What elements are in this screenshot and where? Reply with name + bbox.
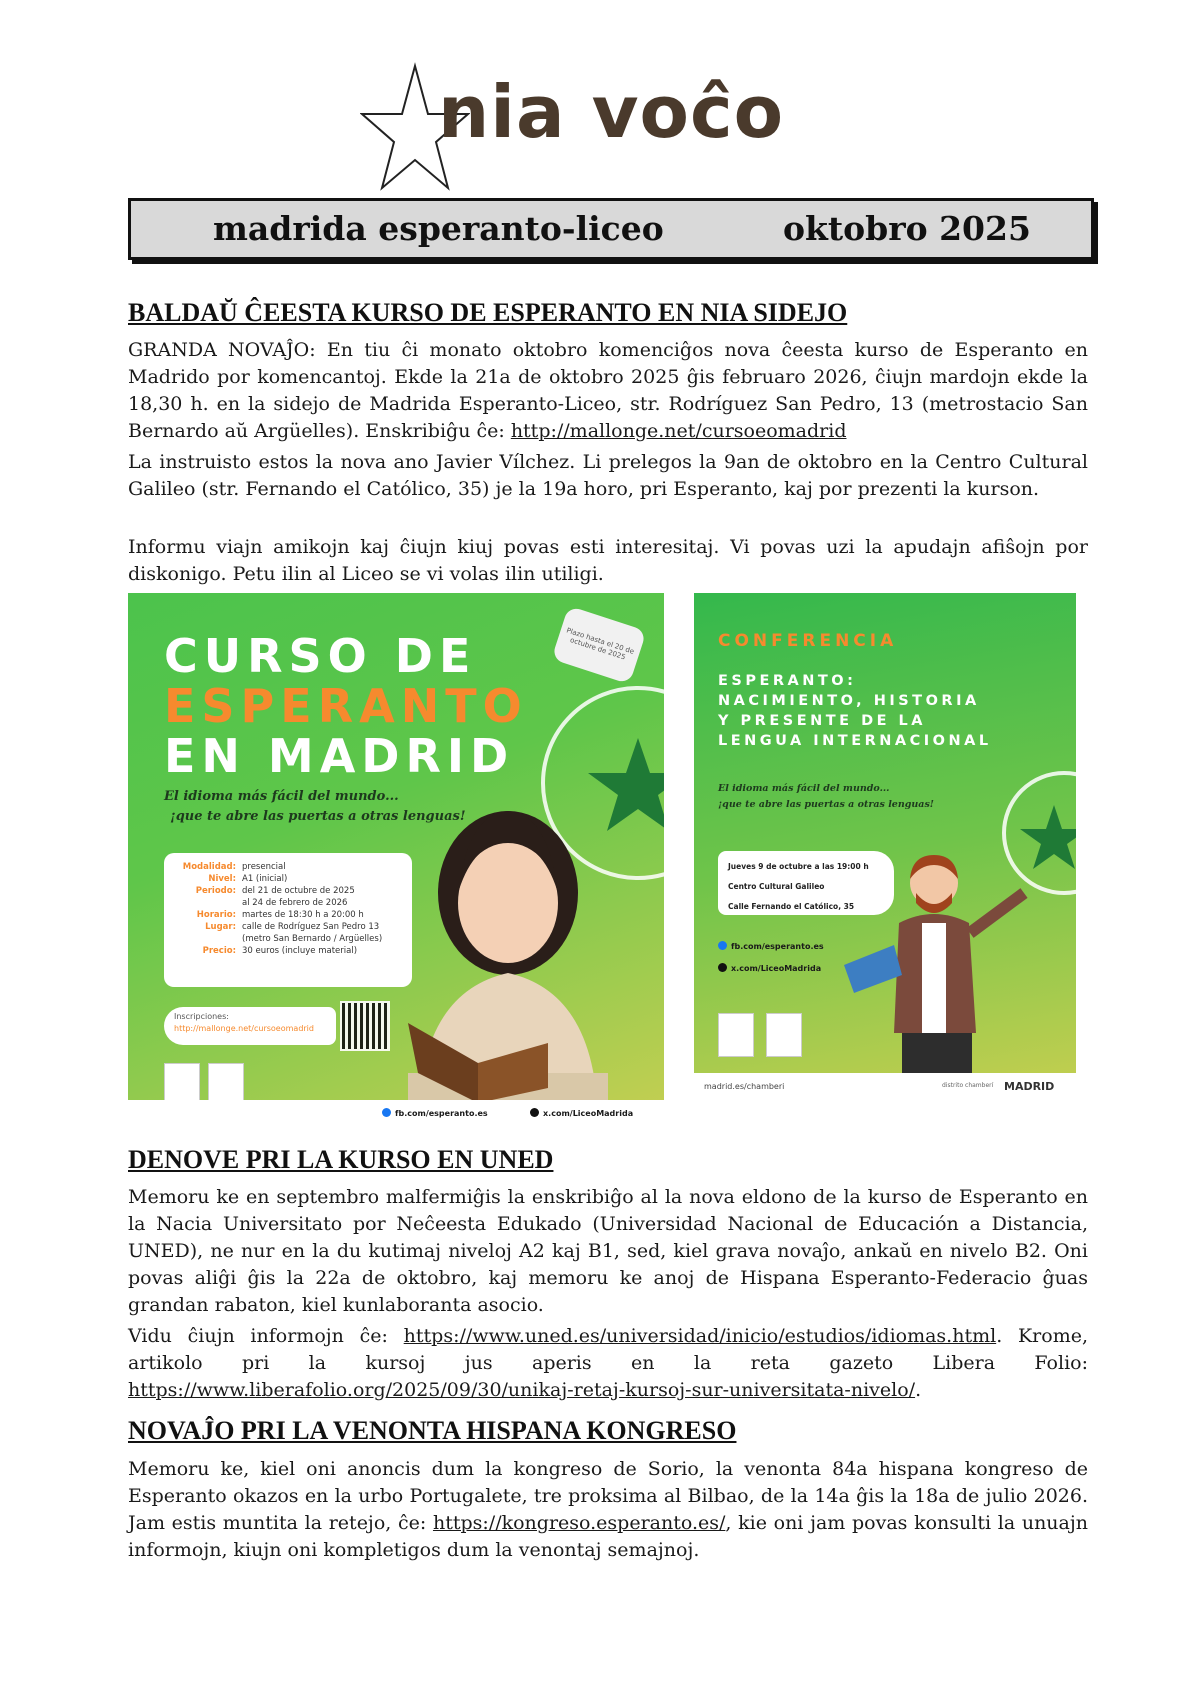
info-value: martes de 18:30 h a 20:00 h [242,910,364,920]
facebook-link [382,1108,488,1118]
kongreso-link[interactable]: https://kongreso.esperanto.es/ [432,1512,726,1534]
inscription-url: http://mallonge.net/cursoeomadrid [174,1024,314,1033]
article2-p2-end: . [915,1379,922,1401]
info-key: Modalidad: [182,862,236,872]
course-poster [128,593,664,1128]
facebook-icon [718,941,727,950]
article1-paragraph2: La instruisto estos la nova ano Javier Vílchez. Li prelegos la 9an de oktobro en la Centro Cultural Galileo (str. Fernando el Católico, 35) je la 19a horo, pri Esperanto, kaj por prezenti la kurson. [128,451,1088,500]
article1-paragraph3: Informu viajn amikojn kaj ĉiujn kiuj povas esti interesitaj. Vi povas uzi la apudajn afiŝojn por diskonigo. Petu ilin al Liceo se vi volas ilin utiligi. [128,536,1088,585]
conference-info-card [718,851,894,915]
info-key [174,897,236,909]
x-icon [718,963,727,972]
issue-date: oktobro 2025 [783,209,1031,248]
info-key: Horario: [196,910,236,920]
info-value: 30 euros (incluye material) [242,946,358,956]
district-label: distrito chamberí [942,1082,994,1089]
deadline-badge: Plazo hasta el 20 de octubre de 2025 [551,606,646,685]
federation-logo-icon [766,1013,802,1057]
poster2-subtitle3: Y PRESENTE DE LA [718,713,927,729]
info-value: (metro San Bernardo / Argüelles) [242,934,383,944]
poster2-conference-label: CONFERENCIA [718,631,898,651]
info-key: Precio: [202,946,236,956]
article1-heading: BALDAŬ ĈEESTA KURSO DE ESPERANTO EN NIA SIDEJO [128,298,848,327]
poster2-footer [694,1073,1076,1103]
poster1-slogan1: El idioma más fácil del mundo... [164,789,399,804]
poster1-title-line3: EN MADRID [164,729,515,783]
poster1-title-line1: CURSO DE [164,629,477,683]
info-row [174,873,402,885]
facebook-text: fb.com/esperanto.es [395,1109,488,1118]
info-value: al 24 de febrero de 2026 [242,898,348,908]
facebook-text: fb.com/esperanto.es [731,942,824,951]
info-key: Nivel: [208,874,236,884]
article3-paragraph1 [128,1456,1088,1564]
poster1-slogan2: ¡que te abre las puertas a otras lenguas! [170,809,466,824]
madrid-logo-text: MADRID [1004,1080,1055,1093]
x-icon [530,1108,539,1117]
organization-name: madrida esperanto-liceo [213,209,664,248]
qr-code-icon [340,1001,390,1051]
article2-paragraph2 [128,1323,1088,1404]
article3-p1-end: , kie oni jam povas konsulti la unuajn informojn, kiujn oni kompletigos dum la venontaj semajnoj. [128,1512,1088,1561]
conference-address: Calle Fernando el Católico, 35 [728,902,855,911]
course-info-card [164,853,412,987]
poster1-footer [128,1100,664,1128]
info-row [174,897,402,909]
poster1-title-line2: ESPERANTO [164,679,528,733]
esperanto-liceo-logo-icon [718,1013,754,1057]
poster2-subtitle4: LENGUA INTERNACIONAL [718,733,992,749]
article2-paragraph1: Memoru ke en septembro malfermiĝis la enskribiĝo al la nova eldono de la kurso de Esperanto en la Nacia Universitato por Neĉeesta Edukado (Universidad Nacional de Educación a Distancia, UNED), ne nur en la du kutimaj niveloj A2 kaj B1, sed, kiel grava novaĵo, ankaŭ en nivelo B2. Oni povas aliĝi ĝis la 22a de oktobro, kaj memoru ke anoj de Hispana Esperanto-Federacio ĝuas grandan rabaton, kiel kunlaboranta asocio. [128,1186,1088,1316]
article2-p2-pre: Vidu ĉiujn informojn ĉe: [128,1325,404,1347]
masthead [360,62,785,192]
inscription-label: Inscripciones: [174,1012,229,1021]
inscription-card [164,1007,336,1045]
facebook-icon [382,1108,391,1117]
conference-venue: Centro Cultural Galileo [728,882,825,891]
article3-p1-pre: Memoru ke, kiel oni anoncis dum la kongreso de Sorio, la venonta 84a hispana kongreso de Esperanto okazos en la urbo Portugalete, tre proksima al Bilbao, de la 14a ĝis la 18a de julio 2026. Jam estis muntita la retejo, ĉe: [128,1458,1088,1534]
info-row [174,885,402,897]
article2-p2-mid: . Krome, artikolo pri la kursoj jus aperis en la reta gazeto Libera Folio: [128,1325,1088,1374]
info-key: Lugar: [205,922,236,932]
article1-p1-text: GRANDA NOVAĴO: En tiu ĉi monato oktobro komenciĝos nova ĉeesta kurso de Esperanto en Madrido por komencantoj. Ekde la 21a de oktobro 2025 ĝis februaro 2026, ĉiujn mardojn ekde la 18,30 h. en la sidejo de Madrida Esperanto-Liceo, str. Rodríguez San Pedro, 13 (metrostacio San Bernardo aŭ Argüelles). Enskribiĝu ĉe: [128,339,1088,442]
x-link [530,1108,633,1118]
poster2-subtitle2: NACIMIENTO, HISTORIA [718,693,980,709]
x-link [718,963,821,973]
poster2-subtitle1: ESPERANTO: [718,673,857,689]
info-row [174,909,402,921]
info-value: presencial [242,862,286,872]
article3-heading: NOVAĴO PRI LA VENONTA HISPANA KONGRESO [128,1416,737,1445]
logo-text: nia voĉo [438,70,785,154]
masthead-banner [128,198,1094,260]
chamberi-url: madrid.es/chamberi [704,1082,785,1091]
info-value: calle de Rodríguez San Pedro 13 [242,922,380,932]
green-star-icon [1020,805,1076,869]
info-row [174,945,402,957]
x-text: x.com/LiceoMadrida [543,1109,634,1118]
green-star-icon [588,738,664,831]
info-value: del 21 de octubre de 2025 [242,886,355,896]
info-key [174,933,236,945]
info-key: Periodo: [195,886,236,896]
x-text: x.com/LiceoMadrida [731,964,822,973]
info-row [174,933,402,945]
article2-heading: DENOVE PRI LA KURSO EN UNED [128,1145,554,1174]
course-signup-link[interactable]: http://mallonge.net/cursoeomadrid [510,420,847,442]
article1-paragraph1 [128,337,1088,445]
liberafolio-link[interactable]: https://www.liberafolio.org/2025/09/30/unikaj-retaj-kursoj-sur-universitata-nivelo/ [128,1379,916,1401]
info-row [174,861,402,873]
facebook-link [718,941,824,951]
uned-link[interactable]: https://www.uned.es/universidad/inicio/estudios/idiomas.html [403,1325,997,1347]
info-row [174,921,402,933]
poster2-slogan2: ¡que te abre las puertas a otras lenguas! [718,799,934,810]
conference-poster [694,593,1076,1103]
poster2-slogan1: El idioma más fácil del mundo... [718,783,890,794]
info-value: A1 (inicial) [242,874,288,884]
conference-date: Jueves 9 de octubre a las 19:00 h [728,862,869,871]
